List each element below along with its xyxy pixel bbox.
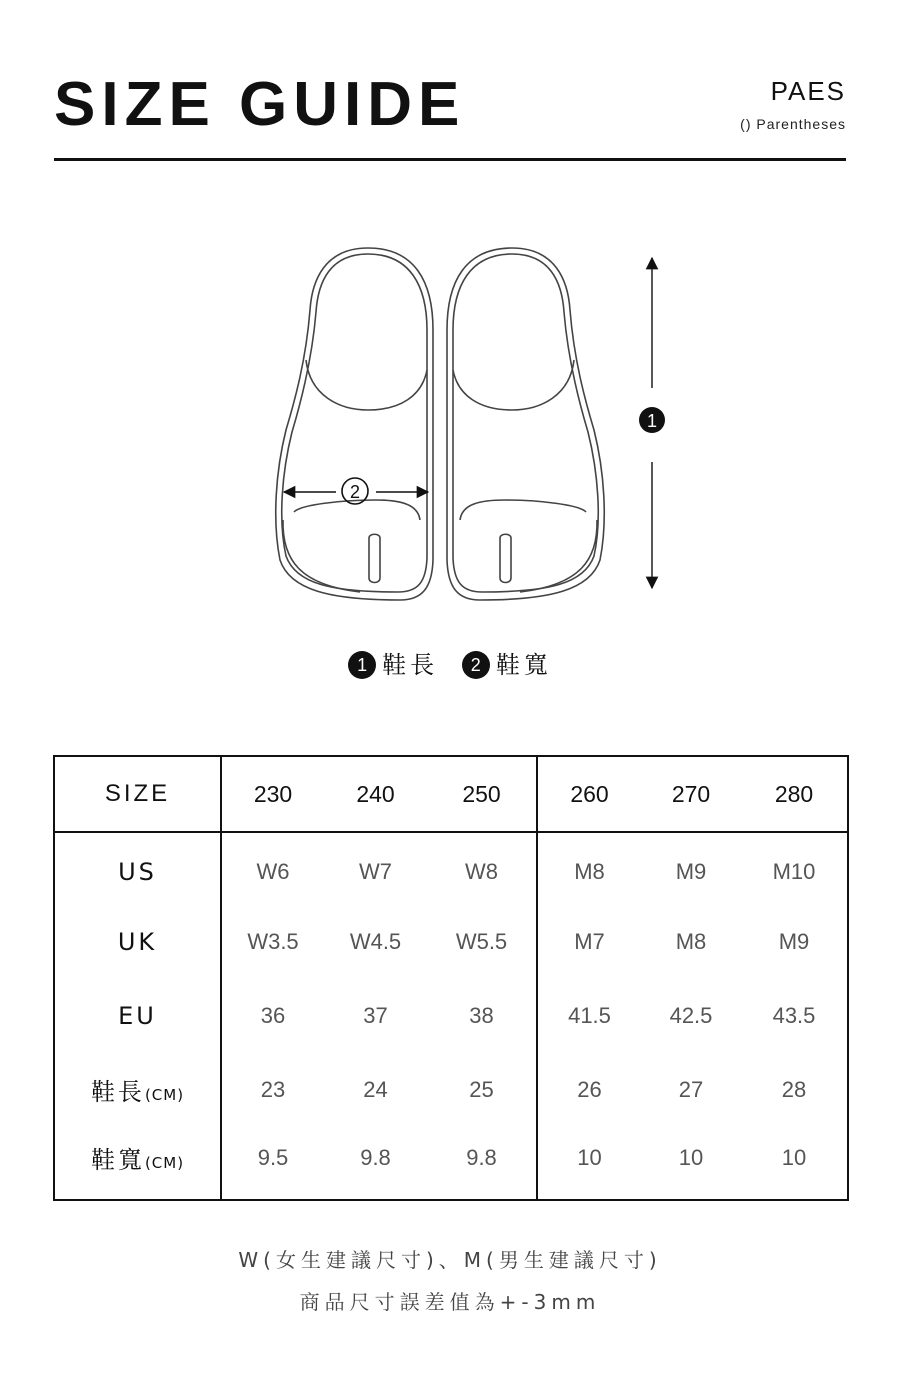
table-cell: W8 [427,832,537,906]
size-note-gender: W(女生建議尺寸)、M(男生建議尺寸) [238,1248,662,1272]
table-cell: 42.5 [669,1002,713,1028]
table-cell: 37 [363,1002,388,1028]
table-cell: 10 [678,1144,704,1170]
length-dimension-arrow [639,258,665,588]
table-cell: 36 [260,1002,286,1028]
table-cell: M9 [778,929,810,955]
size-header-row [54,756,848,832]
table-cell: 41.5 [568,1002,611,1028]
legend-item-width [462,651,552,679]
table-row-us [54,832,848,906]
legend-item-length [348,651,450,679]
row-label-width: 鞋寬(CM) [54,1126,221,1200]
length-marker-number: 1 [646,411,658,431]
table-cell: W4.5 [349,929,402,955]
table-cell: 10 [781,1144,807,1170]
row-label-length: 鞋長(CM) [54,1053,221,1127]
row-label-eu: EU [54,979,221,1053]
width-dimension-arrow [284,478,428,504]
table-cell: 9.5 [257,1144,289,1170]
size-header-cell: 280 [774,780,814,807]
width-marker-number: 2 [349,482,361,502]
table-cell: W7 [359,859,392,885]
table-cell: W6 [256,859,290,885]
legend-label-width: 鞋寬 [495,651,552,679]
table-cell: 24 [363,1076,388,1102]
table-cell: M8 [574,859,605,885]
header-divider [54,158,846,161]
size-header-cell: 240 [356,780,395,807]
table-cell: 27 [678,1076,704,1102]
table-cell: M10 [772,859,816,885]
size-header-label: SIZE [54,756,221,832]
size-header-cell: 270 [671,780,711,807]
table-cell: M7 [574,929,605,955]
size-note-tolerance: 商品尺寸誤差值為+-3mm [299,1290,601,1314]
brand-subtitle: () Parentheses [740,116,846,132]
table-cell: 43.5 [772,1002,816,1028]
table-cell: 9.8 [360,1144,391,1170]
table-cell: W5.5 [427,906,537,980]
table-row-uk [54,906,848,980]
table-cell: 10 [577,1144,602,1170]
table-cell: 26 [577,1076,602,1102]
page-title: SIZE GUIDE [54,70,466,139]
size-chart-table [53,755,849,1201]
table-row-width [54,1126,848,1200]
table-row-length [54,1053,848,1127]
size-header-cell: 250 [427,756,537,832]
table-cell: 28 [781,1076,807,1102]
table-cell: W3.5 [247,929,299,955]
size-header-cell: 230 [253,780,293,807]
table-cell: 25 [427,1053,537,1127]
table-cell: M8 [675,929,707,955]
left-sandal-outline [276,248,433,600]
legend-number-1: 1 [348,651,376,679]
right-sandal-outline [447,248,604,600]
table-cell: M9 [675,859,707,885]
diagram-legend [0,645,900,680]
legend-number-2: 2 [462,651,490,679]
row-label-uk: UK [54,906,221,980]
size-header-cell: 260 [570,780,609,807]
table-cell: 38 [427,979,537,1053]
table-row-eu [54,979,848,1053]
sandal-diagram [0,230,900,630]
table-cell: 9.8 [427,1126,537,1200]
table-cell: 23 [260,1076,286,1102]
row-label-us: US [54,832,221,906]
brand-name: PAES [770,76,846,106]
legend-label-length: 鞋長 [382,651,439,679]
